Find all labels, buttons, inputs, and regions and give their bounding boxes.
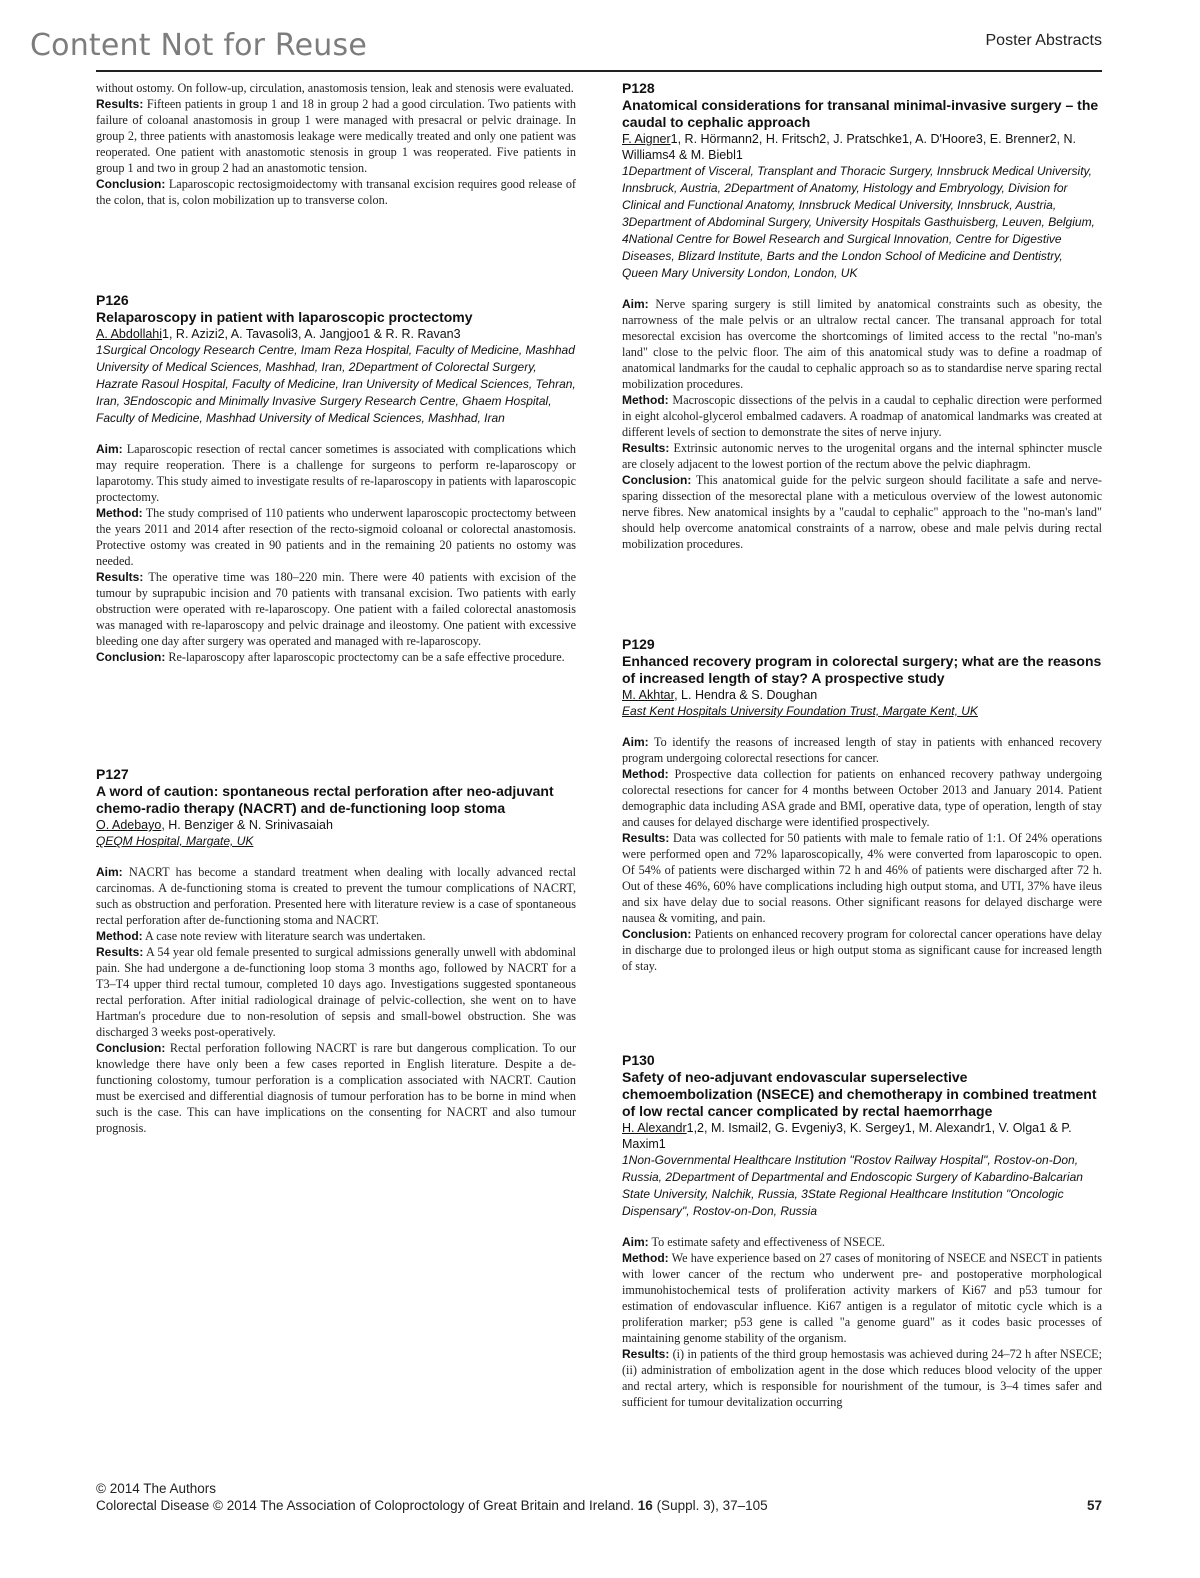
- abstract-title: A word of caution: spontaneous rectal perforation after neo-adjuvant chemo-radio therapy (NACRT) and de-functioning loop stoma: [96, 783, 554, 816]
- abstract-results: [622, 440, 1102, 472]
- abstract-p130: [622, 1052, 1102, 1410]
- method-label: Method:: [96, 929, 143, 943]
- abstract-aim: [96, 441, 576, 505]
- co-authors: 1, R. Azizi2, A. Tavasoli3, A. Jangjoo1 & R. R. Ravan3: [162, 327, 461, 341]
- citation-issue: (Suppl. 3), 37–105: [656, 1498, 768, 1513]
- abstract-affiliations: [622, 703, 1102, 720]
- abstract-affiliations: [96, 833, 576, 850]
- aim-text: To identify the reasons of increased length of stay in patients with enhanced recovery program undergoing colorectal resections for cancer.: [622, 735, 1103, 765]
- footer-citation: [96, 1497, 1102, 1514]
- abstract-p128: [622, 80, 1102, 552]
- conclusion-label: Conclusion:: [96, 177, 166, 191]
- conclusion-label: Conclusion:: [622, 473, 692, 487]
- abstract-title: Anatomical considerations for transanal minimal-invasive surgery – the caudal to cephalic approach: [622, 97, 1099, 130]
- running-head: Poster Abstracts: [985, 32, 1102, 49]
- abstract-method: [622, 392, 1102, 440]
- abstract-conclusion: [622, 472, 1102, 552]
- abstract-results: [622, 830, 1102, 926]
- method-text: The study comprised of 110 patients who underwent laparoscopic proctectomy between the years 2011 and 2014 after resection of the recto-sigmoid coloanal or colorectal anastomosis. Protective ostomy was created in 90 patients and in the remaining 20 patients no ostomy was needed.: [96, 506, 577, 568]
- presenting-author: H. Alexandr: [622, 1121, 687, 1135]
- page-footer: [96, 1480, 1102, 1514]
- abstract-id: P130: [622, 1052, 655, 1068]
- method-label: Method:: [96, 506, 143, 520]
- co-authors: , H. Benziger & N. Srinivasaiah: [161, 818, 333, 832]
- abstract-method: [622, 766, 1102, 830]
- method-label: Method:: [622, 393, 669, 407]
- conclusion-text: Re-laparoscopy after laparoscopic proctectomy can be a safe effective procedure.: [168, 650, 565, 664]
- abstract-method: [622, 1250, 1102, 1346]
- results-label: Results:: [96, 945, 144, 959]
- aim-text: Laparoscopic resection of rectal cancer sometimes is associated with complications which may require reoperation. There is a challenge for surgeons to perform re-laparoscopy or laparotomy. This study aimed to investigate results of re-laparoscopy in patients with laparoscopic proctectomy.: [96, 442, 576, 504]
- conclusion-text: Laparoscopic rectosigmoidectomy with transanal excision requires good release of the colon, that is, colon mobilization up to transverse colon.: [96, 177, 576, 207]
- abstract-authors: [96, 817, 576, 833]
- conclusion-text: Patients on enhanced recovery program for colorectal cancer operations have delay in discharge due to prolonged ileus or high output stoma as significant cause for increased length of stay.: [622, 927, 1102, 973]
- abstract-affiliations: 1Surgical Oncology Research Centre, Imam Reza Hospital, Faculty of Medicine, Mashhad University of Medical Sciences, Mashhad, Iran, 2Department of Colorectal Surgery, Hazrate Rasoul Hospital, Faculty of Medicine, Iran University of Medical Sciences, Tehran, Iran, 3Endoscopic and Minimally Invasive Surgery Research Centre, Ghaem Hospital, Faculty of Medicine, Mashhad University of Medical Sciences, Mashhad, Iran: [96, 343, 576, 425]
- abstract-p126: [96, 292, 576, 665]
- abstract-aim: [96, 864, 576, 928]
- continued-conclusion: [96, 176, 576, 208]
- results-label: Results:: [96, 570, 144, 584]
- abstract-conclusion: [96, 1040, 576, 1136]
- co-authors: 1,2, M. Ismail2, G. Evgeniy3, K. Sergey1, M. Alexandr1, V. Olga1 & P. Maxim1: [622, 1121, 1072, 1151]
- results-label: Results:: [622, 1347, 670, 1361]
- results-text: Data was collected for 50 patients with male to female ratio of 1:1. Of 24% operations were performed open and 72% laparoscopically, 4% were converted from laparoscopic to open. Of 54% of patients were discharged within 72 h and 46% of patients were discharged after 72 h. Out of these 46%, 60% have complications including high output stoma, and UTI, 37% have ileus and six have delay due to social reasons. Other significant reasons for delayed discharge were nausea & vomiting, and pain.: [622, 831, 1103, 925]
- aim-label: Aim:: [96, 865, 123, 879]
- aim-text: Nerve sparing surgery is still limited by anatomical constraints such as obesity, the narrowness of the male pelvis or an ultralow rectal cancer. The transanal approach for total mesorectal excision has overcome the shortcomings of limited access to the rectal "no-man's land" close to the pelvic floor. The aim of this anatomical study was to define a roadmap of anatomical landmarks for the caudal to cephalic approach so as to standardise nerve sparing rectal mobilization procedures.: [622, 297, 1102, 391]
- affiliation-text: East Kent Hospitals University Foundation Trust, Margate Kent, UK: [622, 704, 978, 718]
- results-label: Results:: [96, 97, 144, 111]
- conclusion-label: Conclusion:: [96, 1041, 166, 1055]
- abstract-id: P128: [622, 80, 655, 96]
- results-text: Fifteen patients in group 1 and 18 in group 2 had a good circulation. Two patients with failure of coloanal anastomosis in group 1 were managed with presacral or pelvic drainage. In group 2, three patients with anastomosis leakage were medically treated and only one patient was reoperated. One patient with anastomotic stenosis in group 1 was reoperated. Five patients in group 1 and two in group 2 had an anastomotic tension.: [96, 97, 576, 175]
- abstract-method: [96, 505, 576, 569]
- results-text: The operative time was 180–220 min. There were 40 patients with excision of the tumour by suprapubic incision and 70 patients with transanal excision. Two patients with early obstruction were operated with re-laparoscopy. One patient with a failed colorectal anastomosis was managed with re-laparoscopy and pelvic drainage and ileostomy. One patient with excessive bleeding one day after surgery was operated and managed with re-laparoscopy.: [96, 570, 577, 648]
- method-text: Macroscopic dissections of the pelvis in a caudal to cephalic direction were performed in eight alcohol-glycerol embalmed cadavers. A roadmap of anatomical landmarks was created at different levels of section to demonstrate the sites of nerve injury.: [622, 393, 1103, 439]
- aim-label: Aim:: [622, 1235, 649, 1249]
- aim-label: Aim:: [622, 297, 649, 311]
- abstract-title: Enhanced recovery program in colorectal surgery; what are the reasons of increased length of stay? A prospective study: [622, 653, 1102, 686]
- co-authors: , L. Hendra & S. Doughan: [674, 688, 818, 702]
- results-text: (i) in patients of the third group hemostasis was achieved during 24–72 h after NSECE; (ii) administration of embolization agent in the dose which reduces blood velocity of the upper and rectal artery, which is responsible for nourishment of the tumour, is 3–4 times safer and sufficient for tumour devitalization occurring: [622, 1347, 1102, 1409]
- abstract-title: Safety of neo-adjuvant endovascular superselective chemoembolization (NSECE) and chemotherapy in combined treatment of low rectal cancer complicated by rectal haemorrhage: [622, 1069, 1097, 1119]
- continued-results: [96, 96, 576, 176]
- watermark: Content Not for Reuse: [30, 28, 367, 63]
- abstract-affiliations: 1Department of Visceral, Transplant and Thoracic Surgery, Innsbruck Medical University, Innsbruck, Austria, 2Department of Anatomy, Histology and Embryology, Division for Clinical and Functional Anatomy, Innsbruck Medical University, Innsbruck, Austria, 3Department of Abdominal Surgery, University Hospitals Gasthuisberg, Leuven, Belgium, 4National Centre for Bowel Research and Surgical Innovation, Centre for Digestive Diseases, Blizard Institute, Barts and the London School of Medicine and Dentistry, Queen Mary University London, London, UK: [622, 164, 1095, 280]
- abstract-aim: [622, 296, 1102, 392]
- abstract-affiliations: 1Non-Governmental Healthcare Institution "Rostov Railway Hospital", Rostov-on-Don, Russia, 2Department of Departmental and Endoscopic Surgery of Kabardino-Balcarian State University, Nalchik, Russia, 3State Regional Healthcare Institution "Oncologic Dispensary", Rostov-on-Don, Russia: [622, 1153, 1083, 1218]
- conclusion-text: Rectal perforation following NACRT is rare but dangerous complication. To our knowledge there have only been a few cases reported in English literature. Despite a de-functioning colostomy, tumour perforation is a complication associated with NACRT. Caution must be exercised and differential diagnosis of tumour perforation has to be borne in mind when such is the case. This can have implications on the consenting for NACRT and also tumour prognosis.: [96, 1041, 577, 1135]
- abstract-aim: [622, 1234, 1102, 1250]
- abstract-conclusion: [96, 649, 576, 665]
- citation-text: Colorectal Disease © 2014 The Association of Coloproctology of Great Britain and Ireland.: [96, 1498, 634, 1513]
- aim-text: To estimate safety and effectiveness of NSECE.: [651, 1235, 885, 1249]
- presenting-author: A. Abdollahi: [96, 327, 163, 341]
- continued-intro: without ostomy. On follow-up, circulation, anastomosis tension, leak and stenosis were evaluated.: [96, 81, 574, 95]
- conclusion-label: Conclusion:: [96, 650, 166, 664]
- abstract-p129: [622, 636, 1102, 974]
- continued-abstract: [96, 80, 576, 208]
- abstract-id: P129: [622, 636, 655, 652]
- abstract-authors: [622, 1120, 1102, 1152]
- page-number: 57: [1086, 1498, 1102, 1513]
- abstract-p127: [96, 766, 576, 1136]
- abstract-title: Relaparoscopy in patient with laparoscopic proctectomy: [96, 309, 473, 325]
- aim-label: Aim:: [96, 442, 123, 456]
- abstract-authors: [96, 326, 576, 342]
- presenting-author: M. Akhtar: [622, 688, 675, 702]
- header-rule: [96, 70, 1102, 72]
- method-text: Prospective data collection for patients on enhanced recovery pathway undergoing colorectal resections for cancer for 4 months between October 2013 and January 2014. Patient demographic data including ASA grade and BMI, operative data, type of operation, length of stay and causes for delayed discharge were identified prospectively.: [622, 767, 1102, 829]
- method-label: Method:: [622, 1251, 669, 1265]
- conclusion-text: This anatomical guide for the pelvic surgeon should facilitate a safe and nerve-sparing dissection of the mesorectal plane with a meticulous overview of the lowest autonomic nerve fibres. New anatomical insights by a "caudal to cephalic" approach to the "no-man's land" should help overcome anatomical constraints of a narrow, obese and male pelvis during rectal mobilization procedures.: [622, 473, 1102, 551]
- results-label: Results:: [622, 441, 670, 455]
- abstract-method: [96, 928, 576, 944]
- method-text: We have experience based on 27 cases of monitoring of NSECE and NSECT in patients with lower cancer of the rectum who underwent pre- and postoperative morphological immunohistochemical tests of proliferation activity markers of Ki67 and p53 tumour for estimation of endovascular influence. Ki67 antigen is a regulator of mitotic cycle which is a proliferation marker; p53 gene is called "a genome guard" as it codes basic processes of maintaining genome stability of the organism.: [622, 1251, 1102, 1345]
- co-authors: 1, R. Hörmann2, H. Fritsch2, J. Pratschke1, A. D'Hoore3, E. Brenner2, N. Williams4 & M. Biebl1: [622, 132, 1076, 162]
- aim-text: NACRT has become a standard treatment when dealing with locally advanced rectal carcinomas. A de-functioning stoma is created to prevent the tumour complications of NACRT, such as obstruction and perforation. Presented here with literature review is a case of spontaneous rectal perforation after de-functioning stoma and NACRT.: [96, 865, 576, 927]
- abstract-id: P127: [96, 766, 129, 782]
- abstract-results: [96, 944, 576, 1040]
- abstract-aim: [622, 734, 1102, 766]
- abstract-id: P126: [96, 292, 129, 308]
- method-text: A case note review with literature search was undertaken.: [145, 929, 426, 943]
- results-text: A 54 year old female presented to surgical admissions generally unwell with abdominal pain. She had undergone a de-functioning loop stoma 3 months ago, followed by NACRT for a T3–T4 upper third rectal tumour, completed 10 days ago. Investigations suggested spontaneous rectal perforation. After initial radiological drainage of pelvic-collection, she went on to have Hartman's procedure due to non-resolution of sepsis and small-bowel obstruction. She was discharged 3 weeks post-operatively.: [96, 945, 576, 1039]
- abstract-results: [622, 1346, 1102, 1410]
- citation-volume: 16: [637, 1498, 653, 1513]
- affiliation-text: QEQM Hospital, Margate, UK: [96, 834, 254, 848]
- method-label: Method:: [622, 767, 669, 781]
- results-text: Extrinsic autonomic nerves to the urogenital organs and the internal sphincter muscle are closely adjacent to the lowest portion of the rectum above the pelvic diaphragm.: [622, 441, 1102, 471]
- footer-copyright: © 2014 The Authors: [96, 1481, 217, 1496]
- abstract-conclusion: [622, 926, 1102, 974]
- results-label: Results:: [622, 831, 670, 845]
- presenting-author: O. Adebayo: [96, 818, 162, 832]
- aim-label: Aim:: [622, 735, 649, 749]
- presenting-author: F. Aigner: [622, 132, 671, 146]
- abstract-authors: [622, 131, 1102, 163]
- abstract-authors: [622, 687, 1102, 703]
- conclusion-label: Conclusion:: [622, 927, 692, 941]
- abstract-results: [96, 569, 576, 649]
